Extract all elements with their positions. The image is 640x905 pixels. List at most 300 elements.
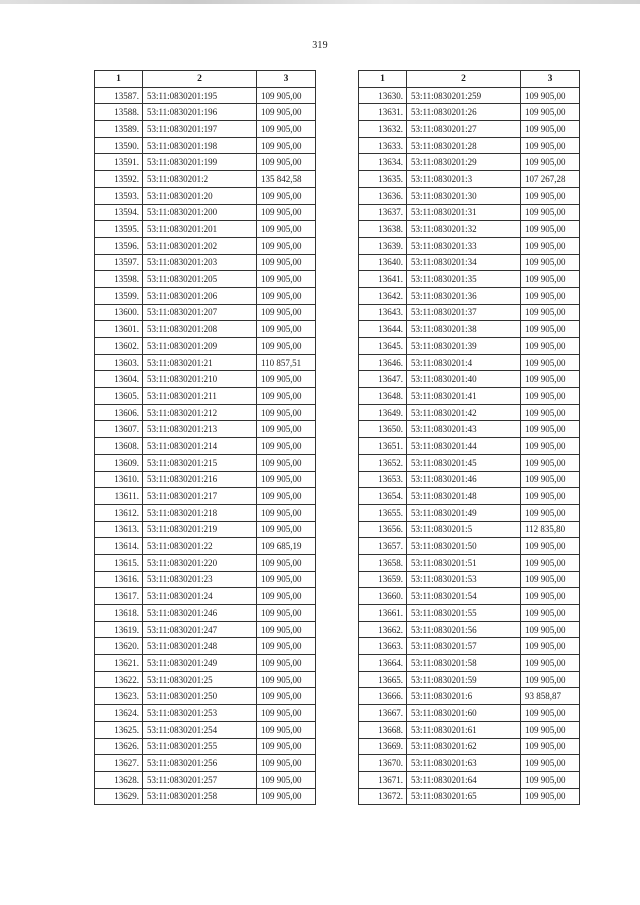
cadastral-value: 109 905,00 xyxy=(521,605,580,622)
cadastral-number: 53:11:0830201:29 xyxy=(407,154,521,171)
table-row xyxy=(95,438,316,455)
row-number: 13666. xyxy=(359,688,407,705)
cadastral-value: 109 905,00 xyxy=(521,504,580,521)
cadastral-number: 53:11:0830201:49 xyxy=(407,504,521,521)
column-header-2: 2 xyxy=(143,71,257,88)
cadastral-value: 109 905,00 xyxy=(521,721,580,738)
table-row xyxy=(95,488,316,505)
left-table xyxy=(94,70,316,805)
column-header-2: 2 xyxy=(407,71,521,88)
table-row xyxy=(359,154,580,171)
cadastral-number: 53:11:0830201:45 xyxy=(407,454,521,471)
table-row xyxy=(95,171,316,188)
table-row xyxy=(95,605,316,622)
cadastral-value: 109 905,00 xyxy=(257,521,316,538)
cadastral-number: 53:11:0830201:31 xyxy=(407,204,521,221)
row-number: 13628. xyxy=(95,771,143,788)
row-number: 13622. xyxy=(95,671,143,688)
row-number: 13610. xyxy=(95,471,143,488)
table-row xyxy=(359,421,580,438)
cadastral-value: 109 905,00 xyxy=(521,121,580,138)
cadastral-value: 109 905,00 xyxy=(521,538,580,555)
table-row xyxy=(95,688,316,705)
cadastral-number: 53:11:0830201:36 xyxy=(407,287,521,304)
cadastral-number: 53:11:0830201:247 xyxy=(143,621,257,638)
table-row xyxy=(359,304,580,321)
cadastral-number: 53:11:0830201:5 xyxy=(407,521,521,538)
row-number: 13603. xyxy=(95,354,143,371)
table-row xyxy=(359,771,580,788)
cadastral-number: 53:11:0830201:217 xyxy=(143,488,257,505)
table-row xyxy=(95,121,316,138)
cadastral-value: 109 905,00 xyxy=(257,121,316,138)
cadastral-value: 109 905,00 xyxy=(257,638,316,655)
cadastral-value: 109 905,00 xyxy=(521,755,580,772)
cadastral-value: 109 905,00 xyxy=(257,788,316,805)
table-row xyxy=(359,721,580,738)
table-header-row xyxy=(95,71,316,88)
row-number: 13669. xyxy=(359,738,407,755)
cadastral-number: 53:11:0830201:205 xyxy=(143,271,257,288)
table-row xyxy=(95,104,316,121)
cadastral-number: 53:11:0830201:41 xyxy=(407,388,521,405)
table-row xyxy=(359,671,580,688)
table-row xyxy=(359,605,580,622)
row-number: 13654. xyxy=(359,488,407,505)
row-number: 13632. xyxy=(359,121,407,138)
cadastral-value: 109 685,19 xyxy=(257,538,316,555)
cadastral-number: 53:11:0830201:64 xyxy=(407,771,521,788)
row-number: 13649. xyxy=(359,404,407,421)
cadastral-number: 53:11:0830201:22 xyxy=(143,538,257,555)
cadastral-number: 53:11:0830201:202 xyxy=(143,237,257,254)
row-number: 13662. xyxy=(359,621,407,638)
row-number: 13624. xyxy=(95,705,143,722)
table-row xyxy=(359,204,580,221)
row-number: 13667. xyxy=(359,705,407,722)
table-row xyxy=(95,154,316,171)
cadastral-value: 109 905,00 xyxy=(257,137,316,154)
cadastral-number: 53:11:0830201:203 xyxy=(143,254,257,271)
cadastral-value: 109 905,00 xyxy=(521,404,580,421)
cadastral-number: 53:11:0830201:51 xyxy=(407,554,521,571)
cadastral-value: 109 905,00 xyxy=(521,638,580,655)
row-number: 13633. xyxy=(359,137,407,154)
table-row xyxy=(95,338,316,355)
table-row xyxy=(95,588,316,605)
cadastral-value: 109 905,00 xyxy=(257,421,316,438)
cadastral-number: 53:11:0830201:24 xyxy=(143,588,257,605)
cadastral-number: 53:11:0830201:199 xyxy=(143,154,257,171)
row-number: 13650. xyxy=(359,421,407,438)
cadastral-value: 109 905,00 xyxy=(257,271,316,288)
cadastral-value: 109 905,00 xyxy=(257,404,316,421)
row-number: 13605. xyxy=(95,388,143,405)
cadastral-value: 109 905,00 xyxy=(257,187,316,204)
table-row xyxy=(359,471,580,488)
column-header-1: 1 xyxy=(359,71,407,88)
cadastral-number: 53:11:0830201:257 xyxy=(143,771,257,788)
row-number: 13611. xyxy=(95,488,143,505)
cadastral-number: 53:11:0830201:216 xyxy=(143,471,257,488)
cadastral-number: 53:11:0830201:20 xyxy=(143,187,257,204)
cadastral-value: 109 905,00 xyxy=(521,621,580,638)
cadastral-value: 109 905,00 xyxy=(521,271,580,288)
table-row xyxy=(359,237,580,254)
table-row xyxy=(95,738,316,755)
cadastral-value: 109 905,00 xyxy=(257,438,316,455)
table-row xyxy=(95,638,316,655)
cadastral-value: 109 905,00 xyxy=(257,388,316,405)
cadastral-value: 135 842,58 xyxy=(257,171,316,188)
cadastral-value: 109 905,00 xyxy=(521,454,580,471)
cadastral-value: 109 905,00 xyxy=(257,688,316,705)
cadastral-number: 53:11:0830201:43 xyxy=(407,421,521,438)
cadastral-number: 53:11:0830201:206 xyxy=(143,287,257,304)
cadastral-number: 53:11:0830201:23 xyxy=(143,571,257,588)
row-number: 13616. xyxy=(95,571,143,588)
cadastral-value: 109 905,00 xyxy=(521,771,580,788)
table-row xyxy=(359,121,580,138)
cadastral-number: 53:11:0830201:249 xyxy=(143,655,257,672)
row-number: 13646. xyxy=(359,354,407,371)
cadastral-value: 109 905,00 xyxy=(521,471,580,488)
table-row xyxy=(359,538,580,555)
table-row xyxy=(95,137,316,154)
table-row xyxy=(359,504,580,521)
cadastral-number: 53:11:0830201:198 xyxy=(143,137,257,154)
cadastral-number: 53:11:0830201:220 xyxy=(143,554,257,571)
row-number: 13672. xyxy=(359,788,407,805)
cadastral-value: 109 905,00 xyxy=(257,588,316,605)
row-number: 13656. xyxy=(359,521,407,538)
table-row xyxy=(359,321,580,338)
cadastral-number: 53:11:0830201:25 xyxy=(143,671,257,688)
cadastral-value: 109 905,00 xyxy=(257,771,316,788)
table-row xyxy=(95,321,316,338)
cadastral-value: 109 905,00 xyxy=(257,237,316,254)
cadastral-number: 53:11:0830201:61 xyxy=(407,721,521,738)
cadastral-value: 109 905,00 xyxy=(257,104,316,121)
cadastral-number: 53:11:0830201:38 xyxy=(407,321,521,338)
cadastral-number: 53:11:0830201:35 xyxy=(407,271,521,288)
cadastral-value: 109 905,00 xyxy=(257,87,316,104)
cadastral-number: 53:11:0830201:55 xyxy=(407,605,521,622)
cadastral-value: 109 905,00 xyxy=(257,204,316,221)
row-number: 13606. xyxy=(95,404,143,421)
table-row xyxy=(95,771,316,788)
table-row xyxy=(95,705,316,722)
page-number: 319 xyxy=(312,40,328,51)
cadastral-value: 109 905,00 xyxy=(257,504,316,521)
right-table xyxy=(358,70,580,805)
cadastral-number: 53:11:0830201:53 xyxy=(407,571,521,588)
table-row xyxy=(95,504,316,521)
row-number: 13668. xyxy=(359,721,407,738)
row-number: 13671. xyxy=(359,771,407,788)
cadastral-value: 109 905,00 xyxy=(257,621,316,638)
table-row xyxy=(359,254,580,271)
row-number: 13626. xyxy=(95,738,143,755)
table-row xyxy=(95,87,316,104)
row-number: 13645. xyxy=(359,338,407,355)
table-row xyxy=(359,638,580,655)
table-row xyxy=(359,554,580,571)
row-number: 13653. xyxy=(359,471,407,488)
cadastral-number: 53:11:0830201:27 xyxy=(407,121,521,138)
table-row xyxy=(359,621,580,638)
table-row xyxy=(95,538,316,555)
cadastral-number: 53:11:0830201:57 xyxy=(407,638,521,655)
row-number: 13598. xyxy=(95,271,143,288)
table-row xyxy=(95,237,316,254)
cadastral-value: 107 267,28 xyxy=(521,171,580,188)
cadastral-number: 53:11:0830201:4 xyxy=(407,354,521,371)
cadastral-number: 53:11:0830201:50 xyxy=(407,538,521,555)
cadastral-number: 53:11:0830201:58 xyxy=(407,655,521,672)
table-row xyxy=(359,521,580,538)
table-row xyxy=(95,788,316,805)
cadastral-number: 53:11:0830201:253 xyxy=(143,705,257,722)
cadastral-number: 53:11:0830201:201 xyxy=(143,221,257,238)
cadastral-number: 53:11:0830201:197 xyxy=(143,121,257,138)
row-number: 13660. xyxy=(359,588,407,605)
row-number: 13596. xyxy=(95,237,143,254)
cadastral-number: 53:11:0830201:46 xyxy=(407,471,521,488)
cadastral-number: 53:11:0830201:212 xyxy=(143,404,257,421)
cadastral-value: 109 905,00 xyxy=(521,304,580,321)
table-row xyxy=(95,304,316,321)
cadastral-number: 53:11:0830201:248 xyxy=(143,638,257,655)
cadastral-value: 109 905,00 xyxy=(521,137,580,154)
cadastral-number: 53:11:0830201:219 xyxy=(143,521,257,538)
table-row xyxy=(359,755,580,772)
cadastral-number: 53:11:0830201:30 xyxy=(407,187,521,204)
cadastral-number: 53:11:0830201:200 xyxy=(143,204,257,221)
cadastral-value: 109 905,00 xyxy=(257,371,316,388)
cadastral-number: 53:11:0830201:215 xyxy=(143,454,257,471)
table-row xyxy=(95,287,316,304)
row-number: 13658. xyxy=(359,554,407,571)
row-number: 13644. xyxy=(359,321,407,338)
row-number: 13621. xyxy=(95,655,143,672)
table-row xyxy=(95,204,316,221)
cadastral-number: 53:11:0830201:255 xyxy=(143,738,257,755)
table-row xyxy=(95,554,316,571)
row-number: 13661. xyxy=(359,605,407,622)
row-number: 13664. xyxy=(359,655,407,672)
row-number: 13655. xyxy=(359,504,407,521)
cadastral-number: 53:11:0830201:211 xyxy=(143,388,257,405)
cadastral-value: 109 905,00 xyxy=(257,671,316,688)
cadastral-value: 109 905,00 xyxy=(521,354,580,371)
table-row xyxy=(95,254,316,271)
cadastral-number: 53:11:0830201:3 xyxy=(407,171,521,188)
cadastral-value: 109 905,00 xyxy=(521,221,580,238)
cadastral-value: 109 905,00 xyxy=(521,788,580,805)
cadastral-value: 109 905,00 xyxy=(521,204,580,221)
cadastral-value: 109 905,00 xyxy=(257,488,316,505)
cadastral-value: 109 905,00 xyxy=(521,187,580,204)
cadastral-value: 109 905,00 xyxy=(521,388,580,405)
table-row xyxy=(359,338,580,355)
table-row xyxy=(359,788,580,805)
row-number: 13634. xyxy=(359,154,407,171)
table-row xyxy=(95,271,316,288)
row-number: 13619. xyxy=(95,621,143,638)
table-row xyxy=(359,187,580,204)
table-row xyxy=(95,471,316,488)
row-number: 13608. xyxy=(95,438,143,455)
table-row xyxy=(359,571,580,588)
table-row xyxy=(95,621,316,638)
table-row xyxy=(95,388,316,405)
cadastral-value: 109 905,00 xyxy=(521,237,580,254)
row-number: 13597. xyxy=(95,254,143,271)
row-number: 13590. xyxy=(95,137,143,154)
row-number: 13638. xyxy=(359,221,407,238)
row-number: 13620. xyxy=(95,638,143,655)
row-number: 13615. xyxy=(95,554,143,571)
cadastral-number: 53:11:0830201:26 xyxy=(407,104,521,121)
table-row xyxy=(359,655,580,672)
row-number: 13625. xyxy=(95,721,143,738)
table-row xyxy=(359,171,580,188)
cadastral-number: 53:11:0830201:2 xyxy=(143,171,257,188)
row-number: 13613. xyxy=(95,521,143,538)
scan-top-edge xyxy=(0,0,640,4)
cadastral-value: 109 905,00 xyxy=(521,671,580,688)
cadastral-value: 109 905,00 xyxy=(521,338,580,355)
table-row xyxy=(359,488,580,505)
table-row xyxy=(95,354,316,371)
cadastral-value: 109 905,00 xyxy=(521,154,580,171)
table-row xyxy=(95,571,316,588)
cadastral-number: 53:11:0830201:209 xyxy=(143,338,257,355)
table-row xyxy=(359,137,580,154)
cadastral-value: 110 857,51 xyxy=(257,354,316,371)
cadastral-number: 53:11:0830201:28 xyxy=(407,137,521,154)
row-number: 13631. xyxy=(359,104,407,121)
table-row xyxy=(359,371,580,388)
row-number: 13601. xyxy=(95,321,143,338)
cadastral-number: 53:11:0830201:254 xyxy=(143,721,257,738)
cadastral-number: 53:11:0830201:48 xyxy=(407,488,521,505)
row-number: 13659. xyxy=(359,571,407,588)
table-row xyxy=(359,87,580,104)
cadastral-value: 109 905,00 xyxy=(257,338,316,355)
cadastral-number: 53:11:0830201:258 xyxy=(143,788,257,805)
row-number: 13642. xyxy=(359,287,407,304)
table-row xyxy=(95,521,316,538)
row-number: 13607. xyxy=(95,421,143,438)
column-header-1: 1 xyxy=(95,71,143,88)
row-number: 13623. xyxy=(95,688,143,705)
cadastral-value: 109 905,00 xyxy=(521,371,580,388)
row-number: 13602. xyxy=(95,338,143,355)
cadastral-value: 109 905,00 xyxy=(257,254,316,271)
cadastral-number: 53:11:0830201:210 xyxy=(143,371,257,388)
row-number: 13640. xyxy=(359,254,407,271)
column-header-3: 3 xyxy=(257,71,316,88)
cadastral-number: 53:11:0830201:37 xyxy=(407,304,521,321)
table-row xyxy=(359,454,580,471)
row-number: 13652. xyxy=(359,454,407,471)
row-number: 13589. xyxy=(95,121,143,138)
row-number: 13641. xyxy=(359,271,407,288)
cadastral-value: 109 905,00 xyxy=(257,304,316,321)
row-number: 13604. xyxy=(95,371,143,388)
cadastral-number: 53:11:0830201:60 xyxy=(407,705,521,722)
cadastral-value: 109 905,00 xyxy=(257,471,316,488)
row-number: 13635. xyxy=(359,171,407,188)
cadastral-value: 109 905,00 xyxy=(521,254,580,271)
cadastral-value: 109 905,00 xyxy=(521,438,580,455)
cadastral-value: 93 858,87 xyxy=(521,688,580,705)
row-number: 13663. xyxy=(359,638,407,655)
row-number: 13651. xyxy=(359,438,407,455)
cadastral-number: 53:11:0830201:207 xyxy=(143,304,257,321)
cadastral-value: 109 905,00 xyxy=(257,721,316,738)
cadastral-value: 109 905,00 xyxy=(521,321,580,338)
row-number: 13636. xyxy=(359,187,407,204)
table-row xyxy=(95,421,316,438)
row-number: 13594. xyxy=(95,204,143,221)
cadastral-value: 109 905,00 xyxy=(257,705,316,722)
table-header-row xyxy=(359,71,580,88)
cadastral-value: 109 905,00 xyxy=(257,554,316,571)
cadastral-value: 112 835,80 xyxy=(521,521,580,538)
cadastral-value: 109 905,00 xyxy=(521,705,580,722)
row-number: 13665. xyxy=(359,671,407,688)
table-row xyxy=(95,404,316,421)
table-row xyxy=(95,187,316,204)
row-number: 13670. xyxy=(359,755,407,772)
cadastral-value: 109 905,00 xyxy=(257,321,316,338)
cadastral-number: 53:11:0830201:65 xyxy=(407,788,521,805)
cadastral-number: 53:11:0830201:250 xyxy=(143,688,257,705)
table-row xyxy=(359,221,580,238)
table-row xyxy=(95,755,316,772)
cadastral-value: 109 905,00 xyxy=(257,605,316,622)
cadastral-value: 109 905,00 xyxy=(257,655,316,672)
cadastral-number: 53:11:0830201:40 xyxy=(407,371,521,388)
table-row xyxy=(359,404,580,421)
row-number: 13614. xyxy=(95,538,143,555)
row-number: 13592. xyxy=(95,171,143,188)
row-number: 13591. xyxy=(95,154,143,171)
cadastral-number: 53:11:0830201:54 xyxy=(407,588,521,605)
table-row xyxy=(359,271,580,288)
cadastral-value: 109 905,00 xyxy=(521,554,580,571)
cadastral-number: 53:11:0830201:218 xyxy=(143,504,257,521)
row-number: 13587. xyxy=(95,87,143,104)
cadastral-value: 109 905,00 xyxy=(257,221,316,238)
cadastral-value: 109 905,00 xyxy=(257,154,316,171)
table-row xyxy=(359,438,580,455)
cadastral-number: 53:11:0830201:259 xyxy=(407,87,521,104)
table-row xyxy=(95,721,316,738)
cadastral-value: 109 905,00 xyxy=(521,287,580,304)
table-row xyxy=(359,354,580,371)
row-number: 13629. xyxy=(95,788,143,805)
cadastral-number: 53:11:0830201:256 xyxy=(143,755,257,772)
cadastral-number: 53:11:0830201:44 xyxy=(407,438,521,455)
cadastral-number: 53:11:0830201:33 xyxy=(407,237,521,254)
row-number: 13617. xyxy=(95,588,143,605)
row-number: 13639. xyxy=(359,237,407,254)
cadastral-value: 109 905,00 xyxy=(521,571,580,588)
